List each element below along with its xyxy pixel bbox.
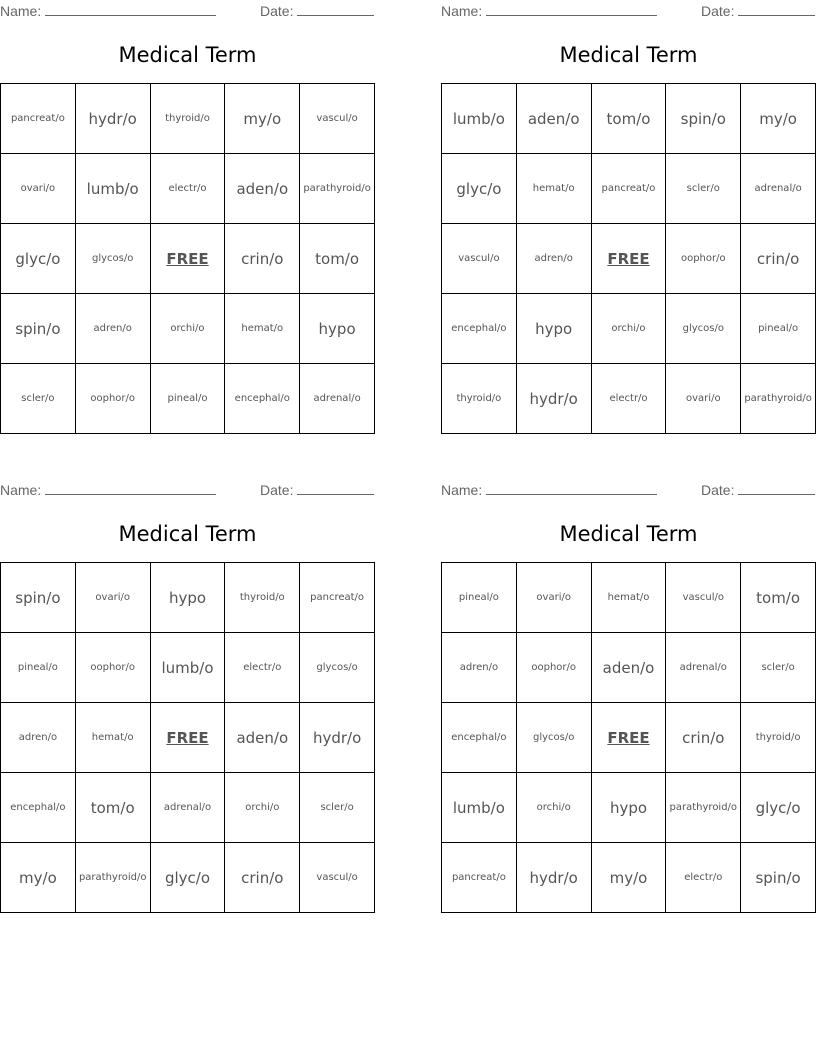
bingo-cell[interactable]: tom/o <box>741 563 816 633</box>
date-label: Date: <box>260 3 294 19</box>
card-header <box>0 479 375 503</box>
bingo-cell[interactable]: vascul/o <box>300 843 375 913</box>
bingo-cell[interactable]: pineal/o <box>442 563 517 633</box>
bingo-cell[interactable]: tom/o <box>591 84 666 154</box>
date-label: Date: <box>701 3 735 19</box>
bingo-cell[interactable]: lumb/o <box>75 154 150 224</box>
bingo-cell[interactable]: glycos/o <box>300 633 375 703</box>
bingo-cell[interactable]: scler/o <box>666 154 741 224</box>
bingo-cell[interactable]: pineal/o <box>150 364 225 434</box>
bingo-cell[interactable]: encephal/o <box>442 703 517 773</box>
grid-row <box>1 563 375 633</box>
date-blank-line[interactable] <box>297 2 374 16</box>
bingo-cell[interactable]: aden/o <box>591 633 666 703</box>
bingo-cell[interactable]: scler/o <box>300 773 375 843</box>
bingo-cell[interactable]: parathyroid/o <box>741 364 816 434</box>
bingo-cell[interactable]: oophor/o <box>75 633 150 703</box>
name-blank-line[interactable] <box>486 2 657 16</box>
bingo-cell[interactable]: vascul/o <box>442 224 517 294</box>
bingo-cell[interactable]: scler/o <box>1 364 76 434</box>
bingo-cell[interactable]: crin/o <box>741 224 816 294</box>
bingo-cell[interactable]: pineal/o <box>1 633 76 703</box>
bingo-cell[interactable]: orchi/o <box>591 294 666 364</box>
bingo-cell[interactable]: parathyroid/o <box>75 843 150 913</box>
bingo-cell[interactable]: thyroid/o <box>442 364 517 434</box>
bingo-cell[interactable]: vascul/o <box>666 563 741 633</box>
bingo-cell[interactable]: glycos/o <box>75 224 150 294</box>
bingo-cell[interactable]: hydr/o <box>300 703 375 773</box>
bingo-cell[interactable]: hemat/o <box>516 154 591 224</box>
date-label: Date: <box>701 482 735 498</box>
bingo-cell[interactable]: pancreat/o <box>442 843 517 913</box>
bingo-cell[interactable]: glyc/o <box>150 843 225 913</box>
bingo-cell[interactable]: orchi/o <box>516 773 591 843</box>
date-label: Date: <box>260 482 294 498</box>
bingo-cell[interactable]: aden/o <box>225 154 300 224</box>
bingo-cell[interactable]: glyc/o <box>741 773 816 843</box>
bingo-cell[interactable]: spin/o <box>741 843 816 913</box>
bingo-cell[interactable]: adren/o <box>75 294 150 364</box>
bingo-cell[interactable]: vascul/o <box>300 84 375 154</box>
bingo-cell[interactable]: pineal/o <box>741 294 816 364</box>
grid-row <box>442 563 816 633</box>
grid-row <box>442 364 816 434</box>
bingo-card-1 <box>0 0 375 440</box>
name-field <box>0 481 216 498</box>
name-field <box>441 2 657 19</box>
bingo-cell[interactable]: pancreat/o <box>300 563 375 633</box>
name-blank-line[interactable] <box>45 2 216 16</box>
bingo-cell[interactable]: lumb/o <box>150 633 225 703</box>
free-space-cell[interactable]: FREE <box>150 703 225 773</box>
bingo-cell[interactable]: electr/o <box>225 633 300 703</box>
bingo-cell[interactable]: oophor/o <box>516 633 591 703</box>
grid-row <box>442 154 816 224</box>
bingo-cell[interactable]: my/o <box>225 84 300 154</box>
grid-row <box>442 224 816 294</box>
bingo-cell[interactable]: hemat/o <box>75 703 150 773</box>
bingo-cell[interactable]: thyroid/o <box>150 84 225 154</box>
bingo-cell[interactable]: encephal/o <box>442 294 517 364</box>
bingo-cell[interactable]: hemat/o <box>225 294 300 364</box>
grid-row <box>1 633 375 703</box>
bingo-cell[interactable]: lumb/o <box>442 84 517 154</box>
bingo-grid <box>0 83 375 434</box>
bingo-cell[interactable]: ovari/o <box>516 563 591 633</box>
date-blank-line[interactable] <box>738 2 815 16</box>
grid-row <box>442 843 816 913</box>
grid-row <box>1 224 375 294</box>
bingo-cell[interactable]: crin/o <box>225 224 300 294</box>
bingo-cell[interactable]: parathyroid/o <box>300 154 375 224</box>
date-blank-line[interactable] <box>738 481 815 495</box>
bingo-cell[interactable]: spin/o <box>1 563 76 633</box>
bingo-cell[interactable]: hypo <box>150 563 225 633</box>
date-field <box>701 2 815 19</box>
grid-row <box>442 703 816 773</box>
card-header <box>0 0 375 24</box>
bingo-cell[interactable]: hemat/o <box>591 563 666 633</box>
bingo-cell[interactable]: pancreat/o <box>591 154 666 224</box>
bingo-cell[interactable]: crin/o <box>666 703 741 773</box>
bingo-cell[interactable]: adren/o <box>516 224 591 294</box>
bingo-grid <box>0 562 375 913</box>
bingo-cell[interactable]: adren/o <box>442 633 517 703</box>
card-title: Medical Term <box>118 43 257 67</box>
bingo-cell[interactable]: adrenal/o <box>666 633 741 703</box>
bingo-cell[interactable]: tom/o <box>75 773 150 843</box>
bingo-cell[interactable]: electr/o <box>591 364 666 434</box>
bingo-grid <box>441 83 816 434</box>
grid-row <box>1 703 375 773</box>
bingo-cell[interactable]: adrenal/o <box>150 773 225 843</box>
name-label: Name: <box>0 482 42 498</box>
bingo-cell[interactable]: electr/o <box>150 154 225 224</box>
bingo-cell[interactable]: hydr/o <box>516 364 591 434</box>
name-blank-line[interactable] <box>486 481 657 495</box>
bingo-cell[interactable]: glyc/o <box>1 224 76 294</box>
name-label: Name: <box>441 3 483 19</box>
bingo-card-3 <box>0 479 375 919</box>
card-title: Medical Term <box>559 43 698 67</box>
bingo-cell[interactable]: orchi/o <box>150 294 225 364</box>
bingo-cell[interactable]: thyroid/o <box>741 703 816 773</box>
bingo-cell[interactable]: crin/o <box>225 843 300 913</box>
bingo-cell[interactable]: adrenal/o <box>741 154 816 224</box>
card-header <box>441 0 816 24</box>
bingo-cell[interactable]: orchi/o <box>225 773 300 843</box>
grid-row <box>442 633 816 703</box>
grid-row <box>1 294 375 364</box>
card-title: Medical Term <box>559 522 698 546</box>
bingo-cell[interactable]: hypo <box>300 294 375 364</box>
name-field <box>441 481 657 498</box>
bingo-cell[interactable]: scler/o <box>741 633 816 703</box>
bingo-cell[interactable]: my/o <box>591 843 666 913</box>
bingo-card-4 <box>441 479 816 919</box>
bingo-cell[interactable]: ovari/o <box>75 563 150 633</box>
grid-row <box>442 773 816 843</box>
bingo-cell[interactable]: encephal/o <box>225 364 300 434</box>
date-field <box>260 2 374 19</box>
grid-row <box>442 84 816 154</box>
name-field <box>0 2 216 19</box>
bingo-cell[interactable]: thyroid/o <box>225 563 300 633</box>
bingo-cell[interactable]: pancreat/o <box>1 84 76 154</box>
bingo-cell[interactable]: aden/o <box>516 84 591 154</box>
name-label: Name: <box>0 3 42 19</box>
bingo-grid <box>441 562 816 913</box>
bingo-cell[interactable]: hypo <box>516 294 591 364</box>
bingo-cell[interactable]: oophor/o <box>666 224 741 294</box>
bingo-cell[interactable]: tom/o <box>300 224 375 294</box>
bingo-cell[interactable]: glycos/o <box>516 703 591 773</box>
bingo-cell[interactable]: encephal/o <box>1 773 76 843</box>
bingo-cell[interactable]: hydr/o <box>75 84 150 154</box>
grid-row <box>1 364 375 434</box>
free-space-cell[interactable]: FREE <box>591 224 666 294</box>
card-header <box>441 479 816 503</box>
bingo-cell[interactable]: my/o <box>1 843 76 913</box>
date-field <box>701 481 815 498</box>
bingo-cell[interactable]: oophor/o <box>75 364 150 434</box>
grid-row <box>1 154 375 224</box>
grid-row <box>442 294 816 364</box>
bingo-cell[interactable]: ovari/o <box>1 154 76 224</box>
grid-row <box>1 84 375 154</box>
bingo-cell[interactable]: glyc/o <box>442 154 517 224</box>
bingo-cell[interactable]: hydr/o <box>516 843 591 913</box>
name-blank-line[interactable] <box>45 481 216 495</box>
bingo-cell[interactable]: adrenal/o <box>300 364 375 434</box>
grid-row <box>1 843 375 913</box>
bingo-cell[interactable]: spin/o <box>1 294 76 364</box>
bingo-cell[interactable]: spin/o <box>666 84 741 154</box>
date-blank-line[interactable] <box>297 481 374 495</box>
bingo-cell[interactable]: electr/o <box>666 843 741 913</box>
bingo-cell[interactable]: adren/o <box>1 703 76 773</box>
bingo-cell[interactable]: ovari/o <box>666 364 741 434</box>
name-label: Name: <box>441 482 483 498</box>
bingo-cell[interactable]: glycos/o <box>666 294 741 364</box>
bingo-cell[interactable]: my/o <box>741 84 816 154</box>
grid-row <box>1 773 375 843</box>
bingo-cell[interactable]: hypo <box>591 773 666 843</box>
free-space-cell[interactable]: FREE <box>591 703 666 773</box>
free-space-cell[interactable]: FREE <box>150 224 225 294</box>
date-field <box>260 481 374 498</box>
bingo-cell[interactable]: lumb/o <box>442 773 517 843</box>
bingo-cell[interactable]: parathyroid/o <box>666 773 741 843</box>
card-title: Medical Term <box>118 522 257 546</box>
bingo-cell[interactable]: aden/o <box>225 703 300 773</box>
bingo-card-2 <box>441 0 816 440</box>
